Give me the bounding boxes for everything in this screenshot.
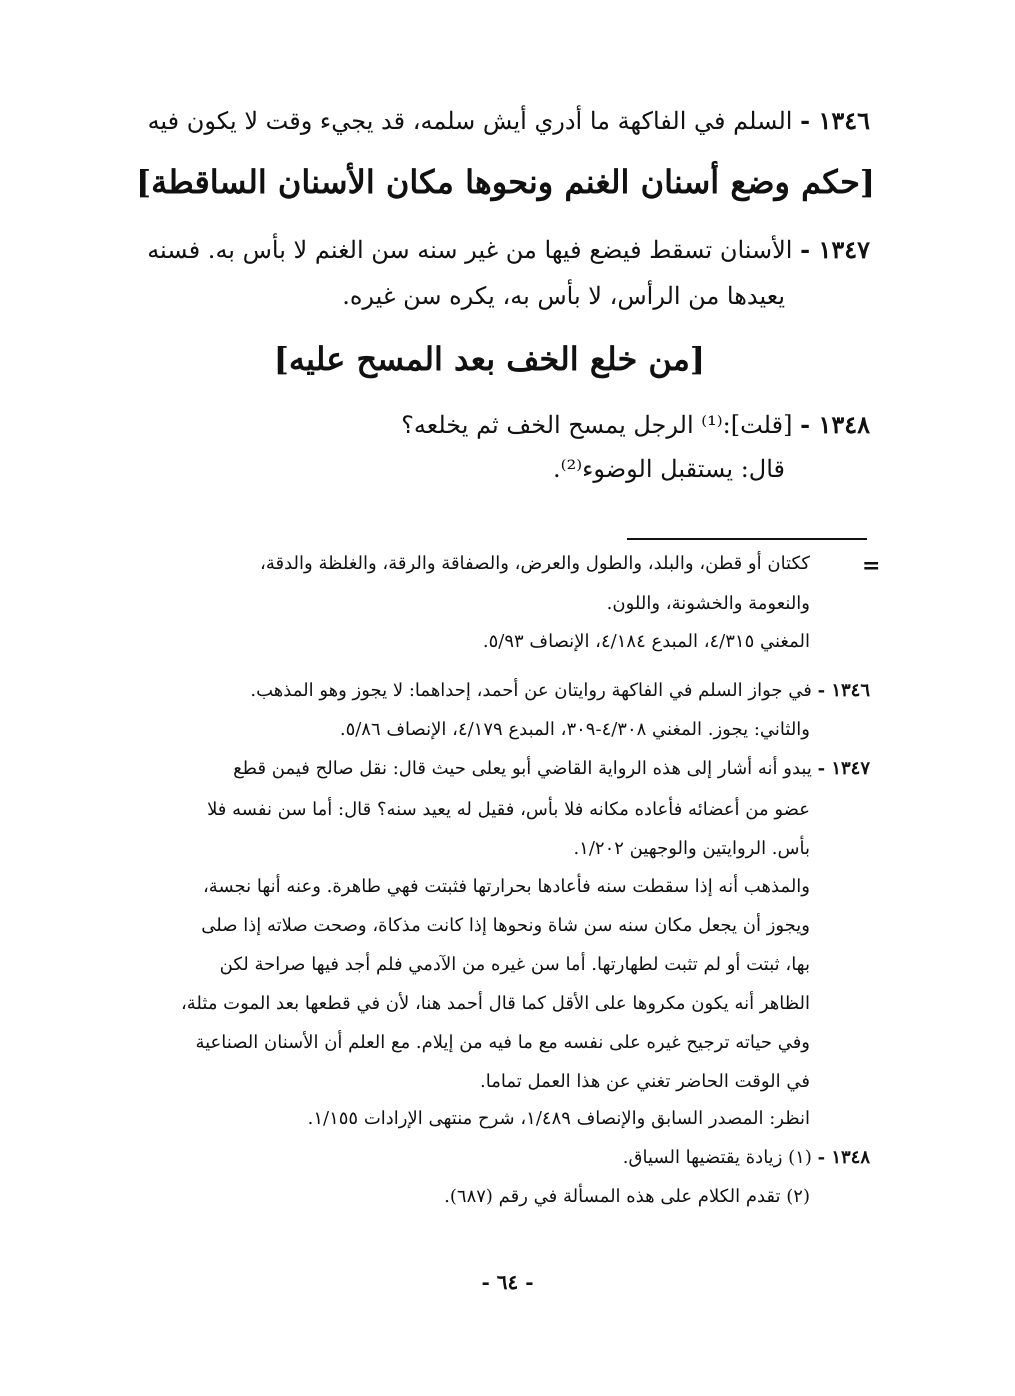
section-heading-teeth: [حكم وضع أسنان الغنم ونحوها مكان الأسنان الساقطة] <box>135 163 875 201</box>
paragraph-1346 <box>148 106 870 135</box>
paragraph-text: الأسنان تسقط فيضع فيها من غير سنه سن الغنم لا بأس به. فسنه <box>147 236 793 264</box>
paragraph-text: [قلت]:⁽¹⁾ الرجل يمسح الخف ثم يخلعه؟ <box>401 411 793 439</box>
footnote-1347-line2: عضو من أعضائه فأعاده مكانه فلا بأس، فقيل له يعيد سنه؟ قال: أما سن نفسه فلا <box>207 799 810 820</box>
footnote-1347-line5: ويجوز أن يجعل مكان سنه سن شاة ونحوها إذا كانت مذكاة، وصحت صلاته إذا صلى <box>201 915 810 936</box>
footnote-number: ١٣٤٧ - <box>817 758 870 779</box>
section-heading-khuff: [من خلع الخف بعد المسح عليه] <box>273 340 705 378</box>
footnote-1346-line2: والثاني: يجوز. المغني ٤/٣٠٨-٣٠٩، المبدع ٤/١٧٩، الإنصاف ٥/٨٦. <box>339 719 810 740</box>
footnote-number: ١٣٤٨ - <box>817 1147 870 1168</box>
footnote-1347-line6: بها، ثبتت أو لم تثبت لطهارتها. أما سن غيره من الآدمي فلم أجد فيها صراحة لكن <box>219 954 810 975</box>
footnote-1347-line8: وفي حياته ترجيح غيره على نفسه مع ما فيه من إيلام. مع العلم أن الأسنان الصناعية <box>195 1032 810 1053</box>
footnote-1348-line1 <box>623 1147 870 1168</box>
footnote-text: يبدو أنه أشار إلى هذه الرواية القاضي أبو يعلى حيث قال: نقل صالح فيمن قطع <box>233 758 812 779</box>
footnote-1348-line2: (٢) تقدم الكلام على هذه المسألة في رقم (٦٨٧). <box>444 1186 810 1207</box>
page-number: - ٦٤ - <box>481 1270 534 1294</box>
item-number: ١٣٤٦ - <box>800 106 870 135</box>
paragraph-text: السلم في الفاكهة ما أدري أيش سلمه، قد يجيء وقت لا يكون فيه <box>147 107 793 135</box>
continuation-marker: = <box>862 553 881 579</box>
paragraph-1347-line2: يعيدها من الرأس، لا بأس به، يكره سن غيره. <box>342 282 785 310</box>
footnote-text: (١) زيادة يقتضيها السياق. <box>622 1147 812 1168</box>
footnote-cont-line3: المغني ٤/٣١٥، المبدع ٤/١٨٤، الإنصاف ٥/٩٣. <box>482 631 810 652</box>
paragraph-1347-line1 <box>147 235 870 264</box>
footnote-1347-line9: في الوقت الحاضر تغني عن هذا العمل تماما. <box>480 1071 810 1092</box>
footnote-1347-line10: انظر: المصدر السابق والإنصاف ١/٤٨٩، شرح منتهى الإرادات ١/١٥٥. <box>307 1108 810 1129</box>
item-number: ١٣٤٨ - <box>800 410 870 439</box>
paragraph-1348-line2: قال: يستقبل الوضوء⁽²⁾. <box>553 455 785 483</box>
footnote-1347-line3: بأس. الروايتين والوجهين ١/٢٠٢. <box>573 838 810 859</box>
footnote-cont-line2: والنعومة والخشونة، واللون. <box>606 593 810 614</box>
footnote-1347-line1 <box>233 758 870 779</box>
footnote-1347-line4: والمذهب أنه إذا سقطت سنه فأعادها بحرارتها فثبتت فهي طاهرة. وعنه أنها نجسة، <box>203 876 810 897</box>
footnote-1347-line7: الظاهر أنه يكون مكروها على الأقل كما قال أحمد هنا، لأن في قطعها بعد الموت مثلة، <box>180 993 810 1014</box>
footnote-number: ١٣٤٦ - <box>817 680 870 701</box>
footnote-cont-line1: ككتان أو قطن، والبلد، والطول والعرض، والصفاقة والرقة، والغلظة والدقة، <box>260 553 810 574</box>
footnote-text: في جواز السلم في الفاكهة روايتان عن أحمد، إحداهما: لا يجوز وهو المذهب. <box>250 680 812 701</box>
footnote-separator <box>627 538 867 540</box>
footnote-1346-line1 <box>250 680 870 701</box>
paragraph-1348-line1 <box>401 410 870 439</box>
item-number: ١٣٤٧ - <box>800 235 870 264</box>
